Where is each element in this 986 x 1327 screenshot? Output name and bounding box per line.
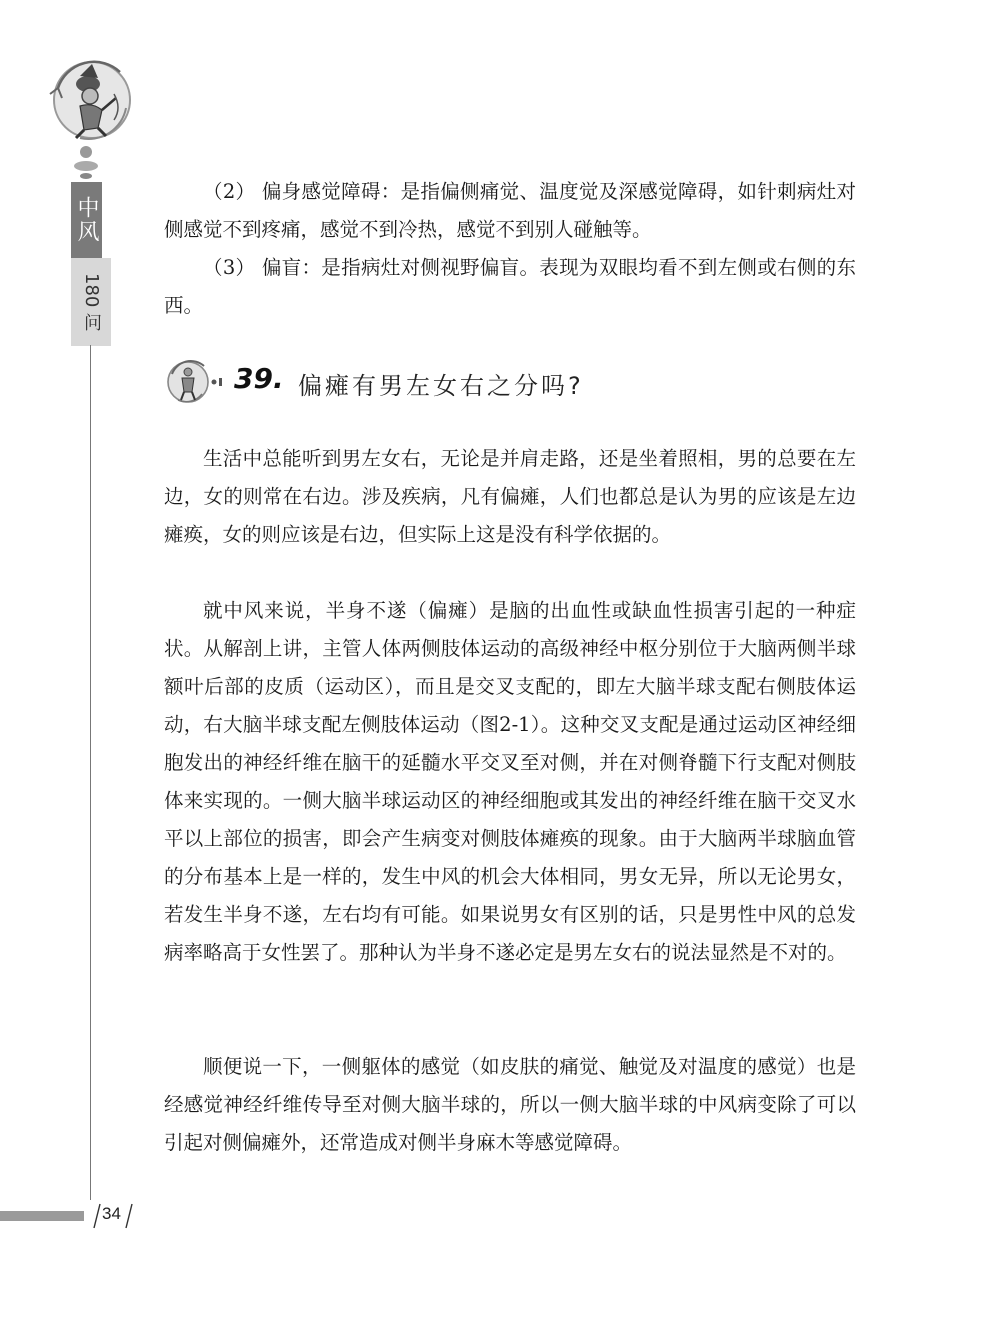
side-tab-subtitle-box [71, 258, 111, 346]
heading-figure-icon [164, 352, 230, 410]
section-heading [164, 352, 856, 412]
footer-bar [0, 1211, 84, 1221]
section-title: 偏瘫有男左女右之分吗? [298, 372, 584, 400]
paragraph-hemianopia: （3） 偏盲：是指病灶对侧视野偏盲。表现为双眼均看不到左侧或右侧的东西。 [164, 256, 856, 317]
side-tab-subtitle: 180 问 [81, 272, 102, 332]
paragraph-explanation: 就中风来说，半身不遂（偏瘫）是脑的出血性或缺血性损害引起的一种症状。从解剖上讲，主管人体两侧肢体运动的高级神经中枢分别位于大脑两侧半球额叶后部的皮质（运动区），而且是交叉支配的，即左大脑半球支配右侧肢体运动，右大脑半球支配左侧肢体运动（图2-1）。这种交叉支配是通过运动区神经细胞发出的神经纤维在脑干的延髓水平交叉至对侧，并在对侧脊髓下行支配对侧肢体来实现的。一侧大脑半球运动区的神经细胞或其发出的神经纤维在脑干交叉水平以上部位的损害，即会产生病变对侧肢体瘫痪的现象。由于大脑两半球脑血管的分布基本上是一样的，发生中风的机会大体相同，男女无异，所以无论男女，若发生半身不遂，左右均有可能。如果说男女有区别的话，只是男性中风的总发病率略高于女性罢了。那种认为半身不遂必定是男左女右的说法显然是不对的。 [164, 599, 856, 964]
page-number: 34 [102, 1204, 121, 1223]
paragraph-sensation: 顺便说一下，一侧躯体的感觉（如皮肤的痛觉、触觉及对温度的感觉）也是经感觉神经纤维传导至对侧大脑半球的，所以一侧大脑半球的中风病变除了可以引起对侧偏瘫外，还常造成对侧半身麻木等感觉障碍。 [164, 1055, 856, 1154]
section-number: 39. [234, 362, 284, 395]
side-tab [71, 182, 111, 346]
cartoon-logo-icon [40, 58, 140, 180]
side-tab-book-title: 中风 [71, 182, 102, 258]
paragraph-sensory-disorder: （2） 偏身感觉障碍：是指偏侧痛觉、温度觉及深感觉障碍，如针刺病灶对侧感觉不到疼痛，感觉不到冷热，感觉不到别人碰触等。 [164, 180, 856, 241]
margin-rule [90, 345, 91, 1200]
paragraph-intro: 生活中总能听到男左女右，无论是并肩走路，还是坐着照相，男的总要在左边，女的则常在右边。涉及疾病，凡有偏瘫，人们也都总是认为男的应该是左边瘫痪，女的则应该是右边，但实际上这是没有科学依据的。 [164, 447, 856, 546]
